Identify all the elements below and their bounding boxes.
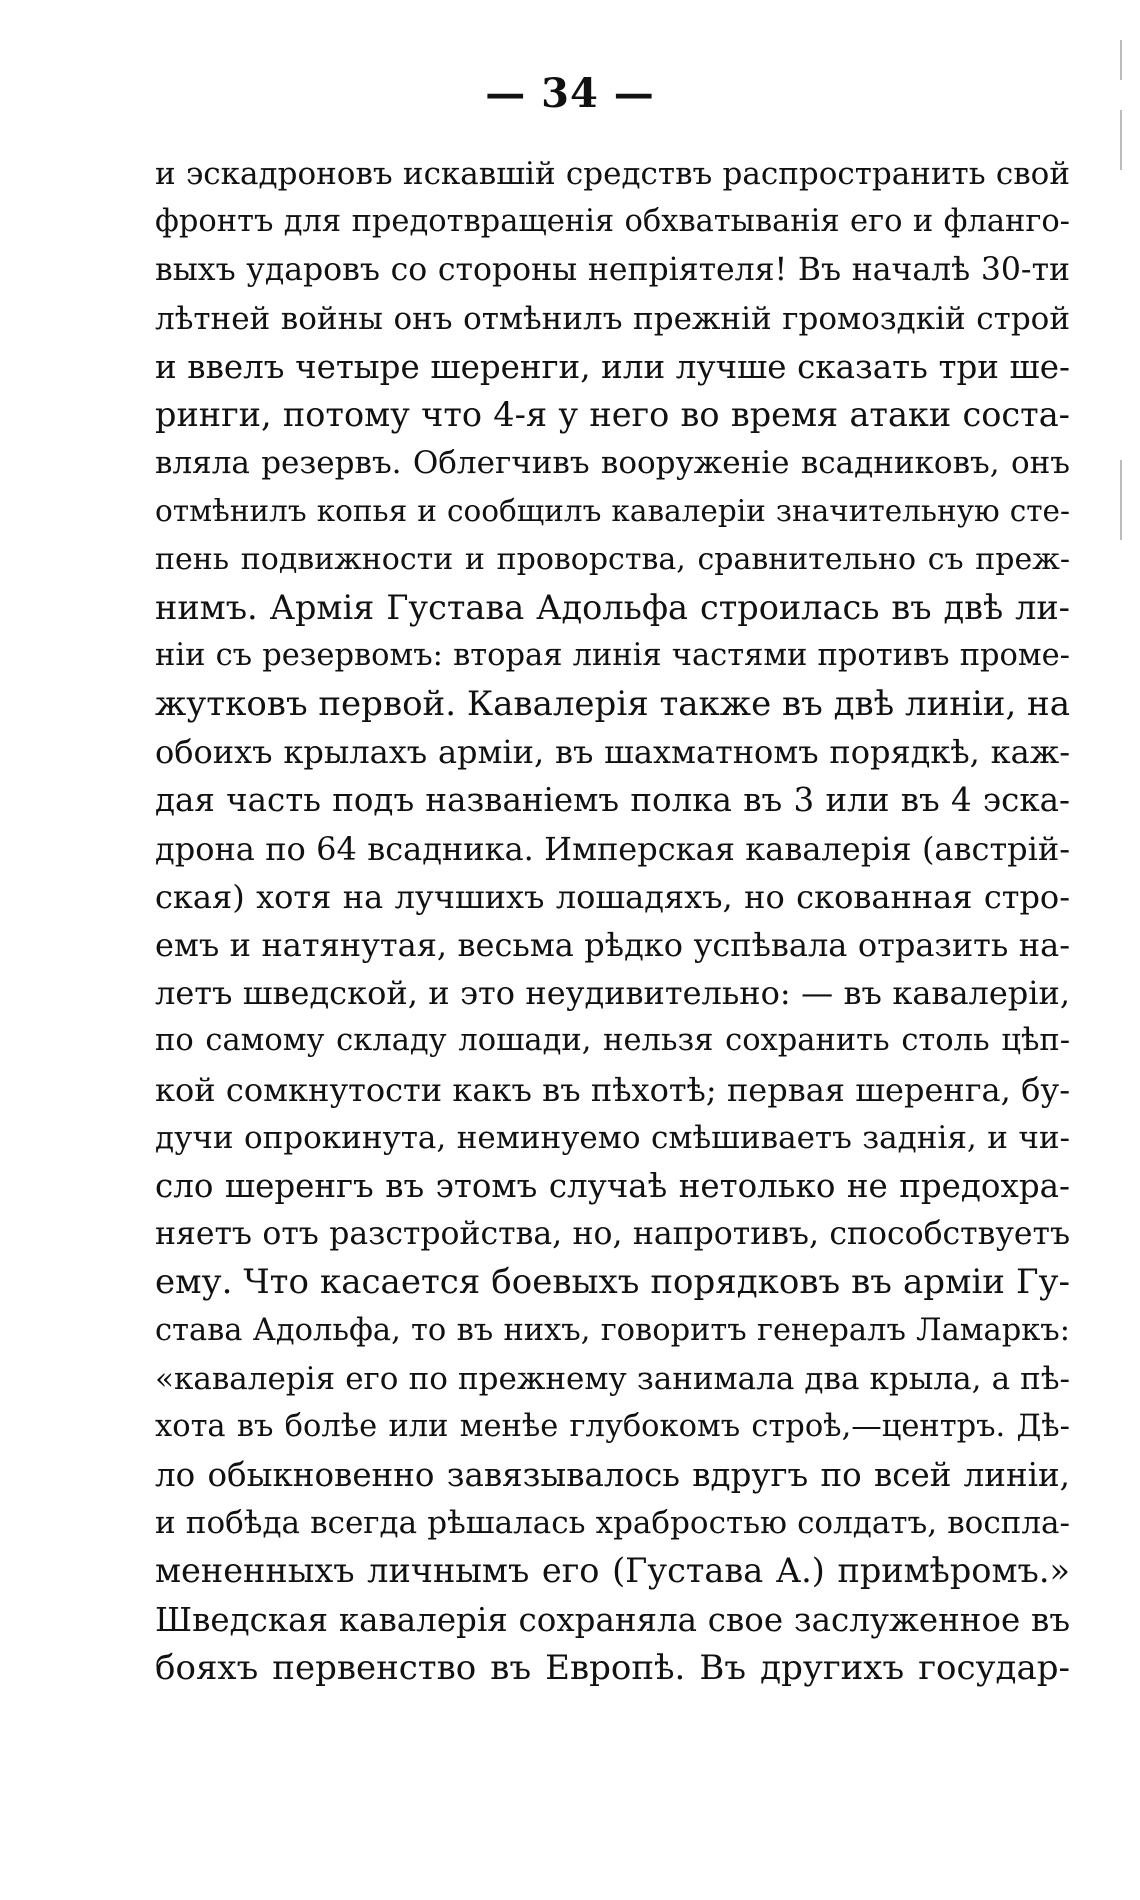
text-line: лѣтней войны онъ отмѣнилъ прежній громоздкій строй: [155, 300, 1070, 337]
text-line: дрона по 64 всадника. Имперская кавалерія (австрій-: [155, 829, 1070, 868]
text-line: ло обыкновенно завязывалось вдругъ по всей линіи,: [155, 1456, 1070, 1495]
text-line: става Адольфа, то въ нихъ, говоритъ генералъ Ламаркъ:: [155, 1312, 1070, 1348]
text-line: ніи съ резервомъ: вторая линія частями противъ проме-: [155, 637, 1070, 673]
text-line: «кавалерія его по прежнему занимала два крыла, а пѣ-: [155, 1360, 1070, 1397]
text-line: отмѣнилъ копья и сообщилъ кавалеріи значительную сте-: [155, 494, 1070, 529]
text-line: и ввелъ четыре шеренги, или лучше сказать три ше-: [155, 347, 1070, 386]
margin-scan-mark: [1120, 110, 1122, 170]
margin-scan-mark: [1120, 460, 1122, 540]
text-line: нимъ. Армія Густава Адольфа строилась въ двѣ ли-: [155, 587, 1070, 627]
margin-scan-mark: [1120, 40, 1122, 80]
text-line: кой сомкнутости какъ въ пѣхотѣ; первая шеренга, бу-: [155, 1070, 1070, 1109]
text-line: летъ шведской, и это неудивительно: — въ кавалеріи,: [155, 974, 1070, 1013]
body-text: [155, 150, 1070, 1692]
text-line: ринги, потому что 4-я у него во время атаки соста-: [155, 394, 1070, 434]
text-line: жутковъ первой. Кавалерія также въ двѣ линіи, на: [155, 684, 1070, 725]
text-line: бояхъ первенство въ Европѣ. Въ другихъ государ-: [155, 1647, 1070, 1688]
text-line: и эскадроновъ искавшій средствъ распространить свой: [155, 156, 1070, 192]
text-line: Шведская кавалерія сохраняла свое заслуженное въ: [155, 1600, 1070, 1639]
text-line: пень подвижности и проворства, сравнительно съ преж-: [155, 541, 1070, 577]
text-line: выхъ ударовъ со стороны непріятеля! Въ началѣ 30-ти: [155, 252, 1070, 289]
text-line: няетъ отъ разстройства, но, напротивъ, способствуетъ: [155, 1216, 1070, 1253]
text-line: и побѣда всегда рѣшалась храбростью солдатъ, воспла-: [155, 1505, 1070, 1542]
text-line: вляла резервъ. Облегчивъ вооруженіе всадниковъ, онъ: [155, 445, 1070, 482]
text-line: хота въ болѣе или менѣе глубокомъ строѣ,—центръ. Дѣ-: [155, 1408, 1070, 1444]
text-line: обоихъ крылахъ арміи, въ шахматномъ порядкѣ, каж-: [155, 733, 1070, 772]
text-line: емъ и натянутая, весьма рѣдко успѣвала отразить на-: [155, 926, 1070, 964]
text-line: мененныхъ личнымъ его (Густава А.) примѣромъ.»: [155, 1551, 1070, 1591]
text-line: сло шеренгъ въ этомъ случаѣ нетолько не предохра-: [155, 1166, 1070, 1205]
text-line: ему. Что касается боевыхъ порядковъ въ арміи Гу-: [155, 1262, 1070, 1303]
text-line: ская) хотя на лучшихъ лошадяхъ, но скованная стро-: [155, 877, 1070, 916]
text-line: по самому складу лошади, нельзя сохранить столь цѣп-: [155, 1023, 1070, 1059]
text-line: фронтъ для предотвращенія обхватыванія его и фланго-: [155, 204, 1070, 240]
page-number: — 34 —: [485, 70, 655, 117]
text-line: дая часть подъ названіемъ полка въ 3 или въ 4 эска-: [155, 781, 1070, 820]
text-line: дучи опрокинута, неминуемо смѣшиваетъ заднія, и чи-: [155, 1119, 1070, 1156]
